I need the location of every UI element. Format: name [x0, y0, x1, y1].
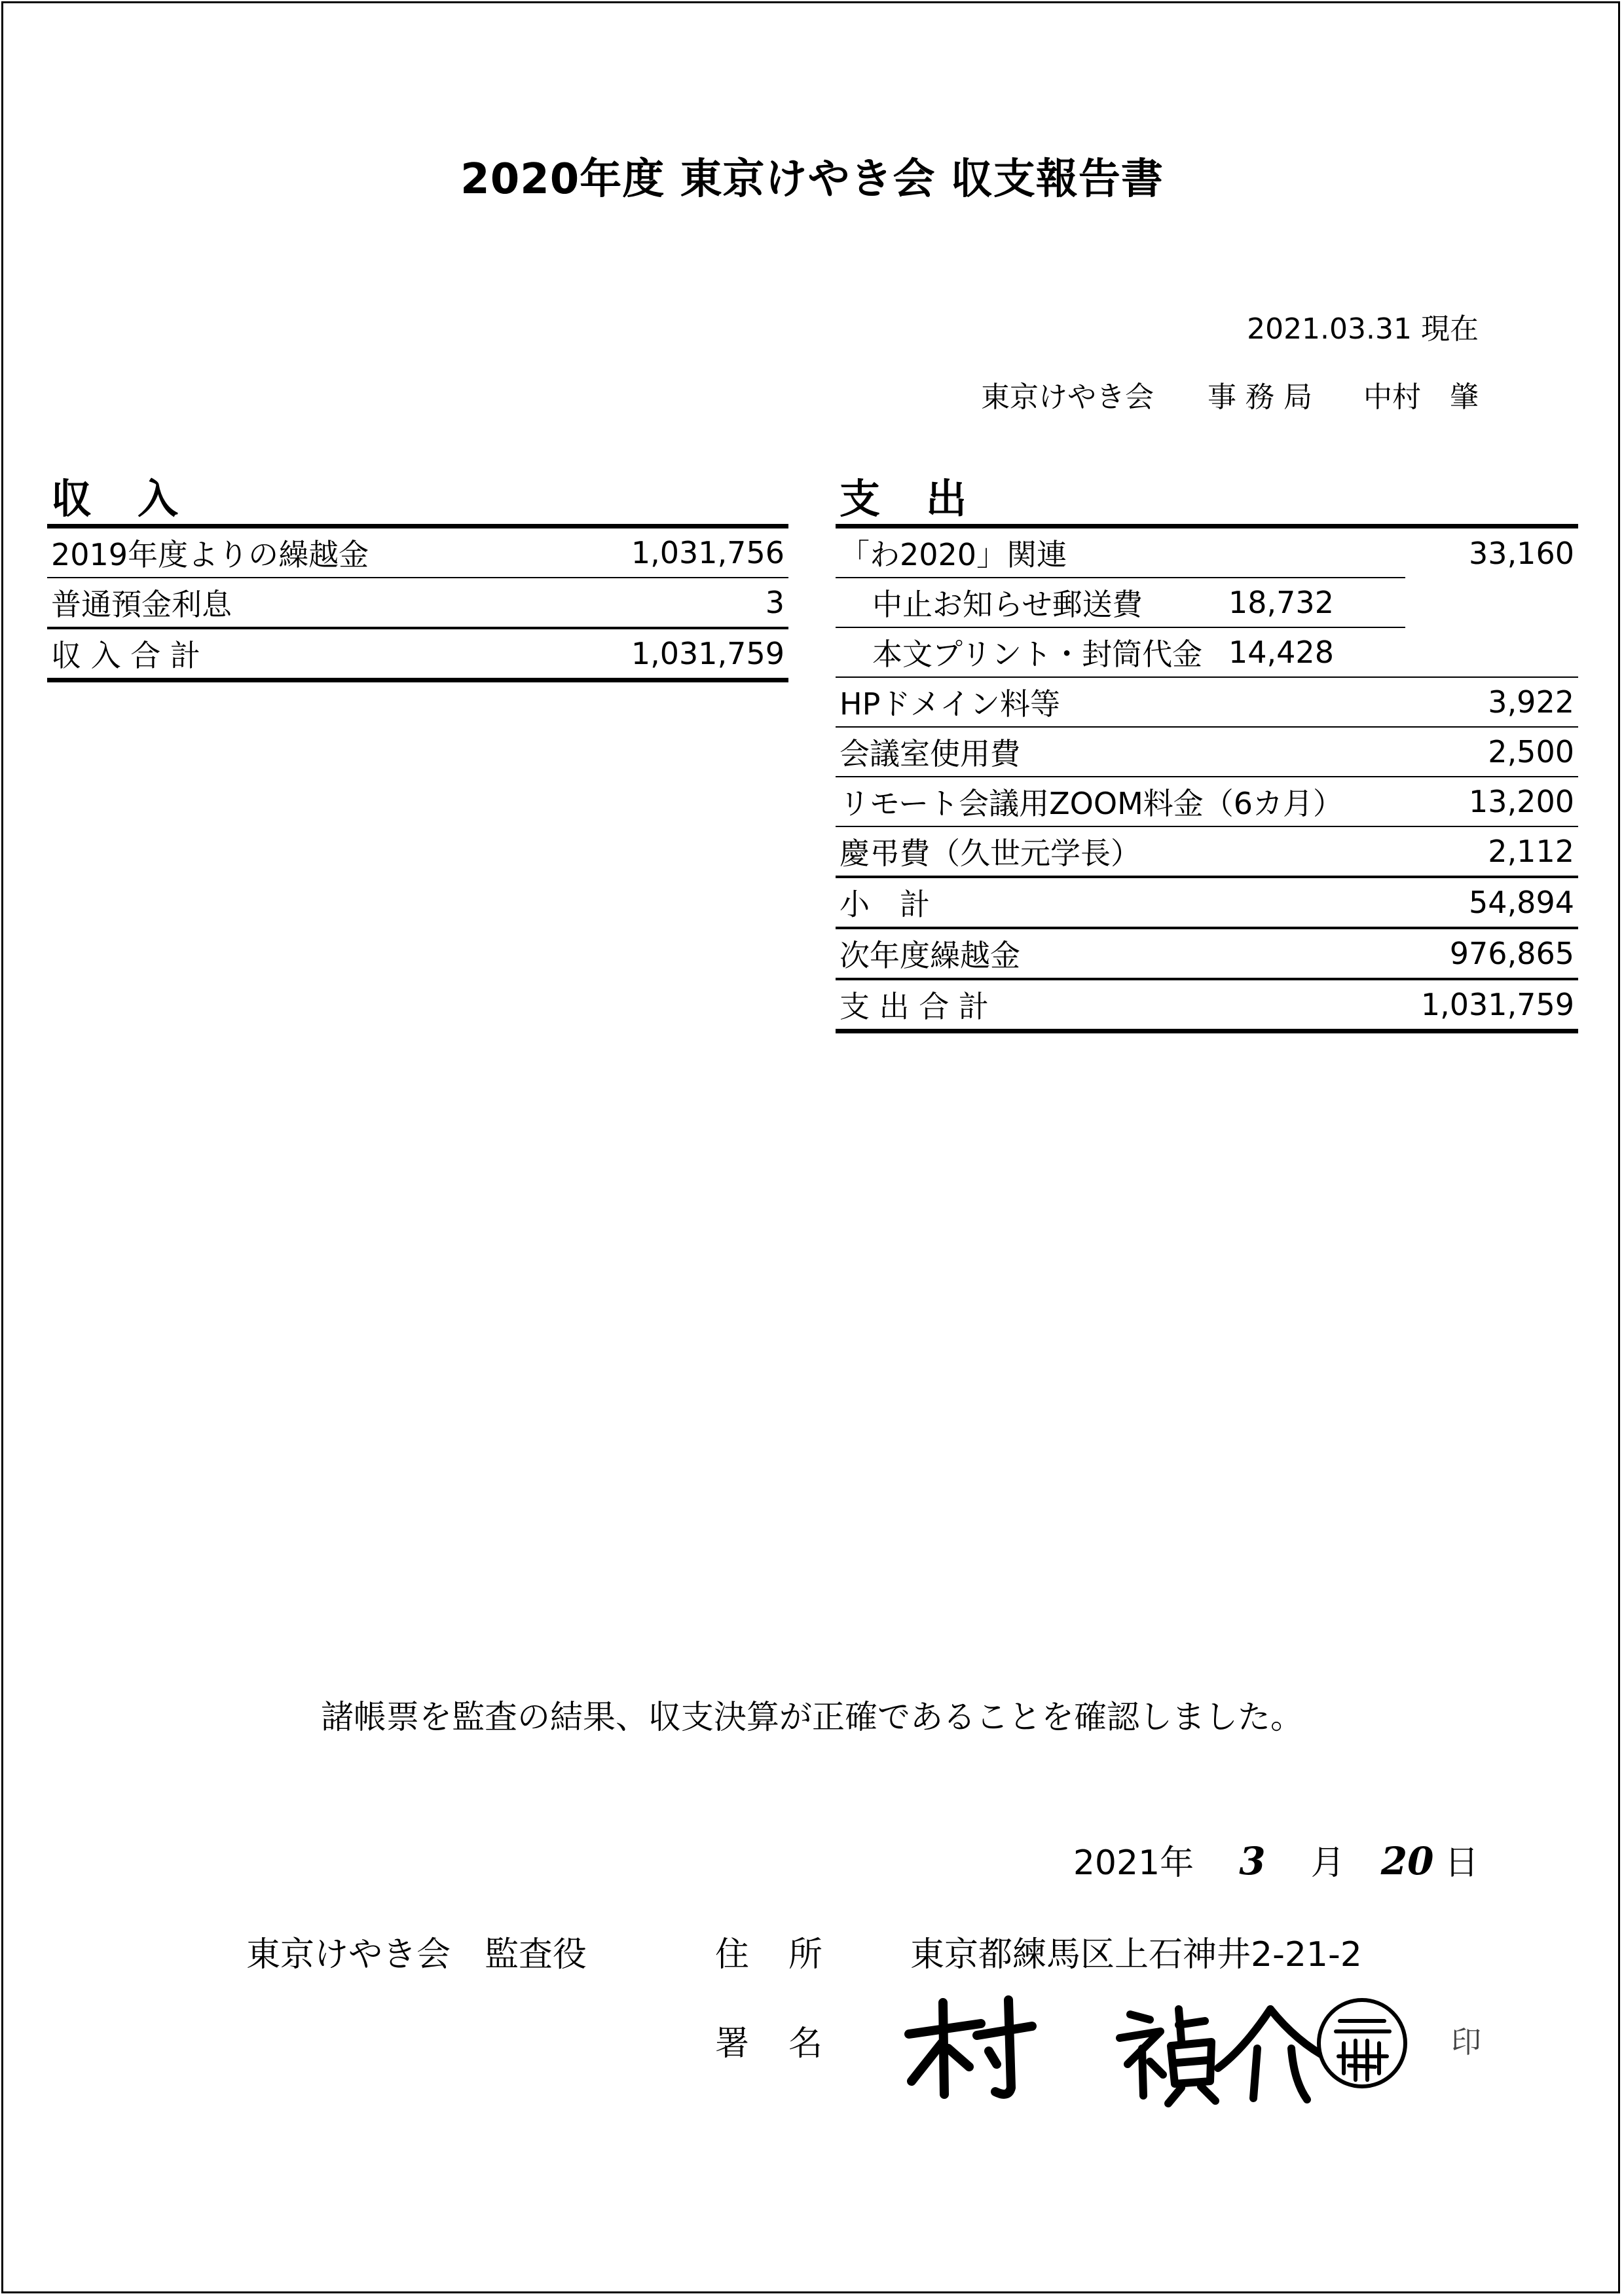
- row-amount: 2,500: [1405, 727, 1578, 777]
- group-amount: 33,160: [1405, 527, 1578, 578]
- expense-group-row: [836, 527, 1578, 578]
- signature-label: 署名: [715, 2024, 862, 2064]
- expense-sub-row: [836, 627, 1578, 677]
- row-amount: 3,922: [1405, 677, 1578, 727]
- carryover-row: [836, 928, 1578, 979]
- audit-confirmation: 諸帳票を監査の結果、収支決算が正確であることを確認しました。: [321, 1698, 1303, 1736]
- table-row: [836, 777, 1578, 826]
- office-line: [981, 373, 1479, 415]
- audit-month-handwritten: 3: [1239, 1839, 1266, 1883]
- address-label: 住所: [715, 1935, 862, 1974]
- income-total-row: [47, 628, 788, 680]
- office-role: 事 務 局: [1208, 380, 1312, 414]
- auditor-org-role: 東京けやき会 監査役: [246, 1935, 587, 1974]
- as-of-date: 2021.03.31 現在: [1247, 312, 1479, 346]
- row-label: HPドメイン料等: [836, 677, 1405, 727]
- row-amount: 3: [543, 578, 788, 628]
- audit-month-label: 月: [1310, 1843, 1345, 1883]
- row-label: 2019年度よりの繰越金: [47, 527, 543, 578]
- total-amount: 1,031,759: [543, 628, 788, 680]
- table-row: [836, 727, 1578, 777]
- audit-date: [1073, 1835, 1479, 1884]
- income-table: [47, 524, 788, 682]
- group-label: 「わ2020」関連: [836, 527, 1405, 578]
- expense-table: [836, 524, 1578, 1033]
- table-row: [836, 677, 1578, 727]
- table-row: [47, 578, 788, 628]
- audit-year: 2021年: [1073, 1843, 1194, 1883]
- row-amount: 13,200: [1405, 777, 1578, 826]
- carryover-label: 次年度繰越金: [836, 928, 1405, 979]
- subtotal-row: [836, 877, 1578, 928]
- seal-mark: 印: [1451, 2024, 1481, 2060]
- row-amount: 2,112: [1405, 826, 1578, 877]
- expense-heading: 支出: [840, 475, 1013, 523]
- audit-day-label: 日: [1444, 1843, 1479, 1883]
- table-row: [836, 826, 1578, 877]
- row-amount: 1,031,756: [543, 527, 788, 578]
- sub-label: 本文プリント・封筒代金: [836, 627, 1215, 677]
- sub-label: 中止お知らせ郵送費: [836, 578, 1215, 627]
- row-label: 慶弔費（久世元学長）: [836, 826, 1405, 877]
- row-label: 会議室使用費: [836, 727, 1405, 777]
- office-name: 中村 肇: [1363, 380, 1479, 414]
- total-amount: 1,031,759: [1405, 979, 1578, 1031]
- signature-drawing: [904, 1983, 1441, 2107]
- table-row: [47, 527, 788, 578]
- subtotal-label: 小 計: [836, 877, 1405, 928]
- sub-amount: 18,732: [1215, 578, 1405, 627]
- expense-total-row: [836, 979, 1578, 1031]
- office-org: 東京けやき会: [981, 380, 1154, 414]
- document-title: 2020年度 東京けやき会 収支報告書: [460, 155, 1164, 204]
- total-label: 収 入 合 計: [47, 628, 543, 680]
- income-heading: 収入: [51, 475, 225, 523]
- carryover-amount: 976,865: [1405, 928, 1578, 979]
- address-value: 東京都練馬区上石神井2-21-2: [910, 1935, 1362, 1974]
- row-label: 普通預金利息: [47, 578, 543, 628]
- total-label: 支 出 合 計: [836, 979, 1405, 1031]
- expense-sub-row: [836, 578, 1578, 627]
- sub-amount: 14,428: [1215, 627, 1405, 677]
- row-label: リモート会議用ZOOM料金（6カ月）: [836, 777, 1405, 826]
- audit-day-handwritten: 20: [1380, 1839, 1434, 1883]
- handwritten-signature: [904, 1983, 1441, 2110]
- subtotal-amount: 54,894: [1405, 877, 1578, 928]
